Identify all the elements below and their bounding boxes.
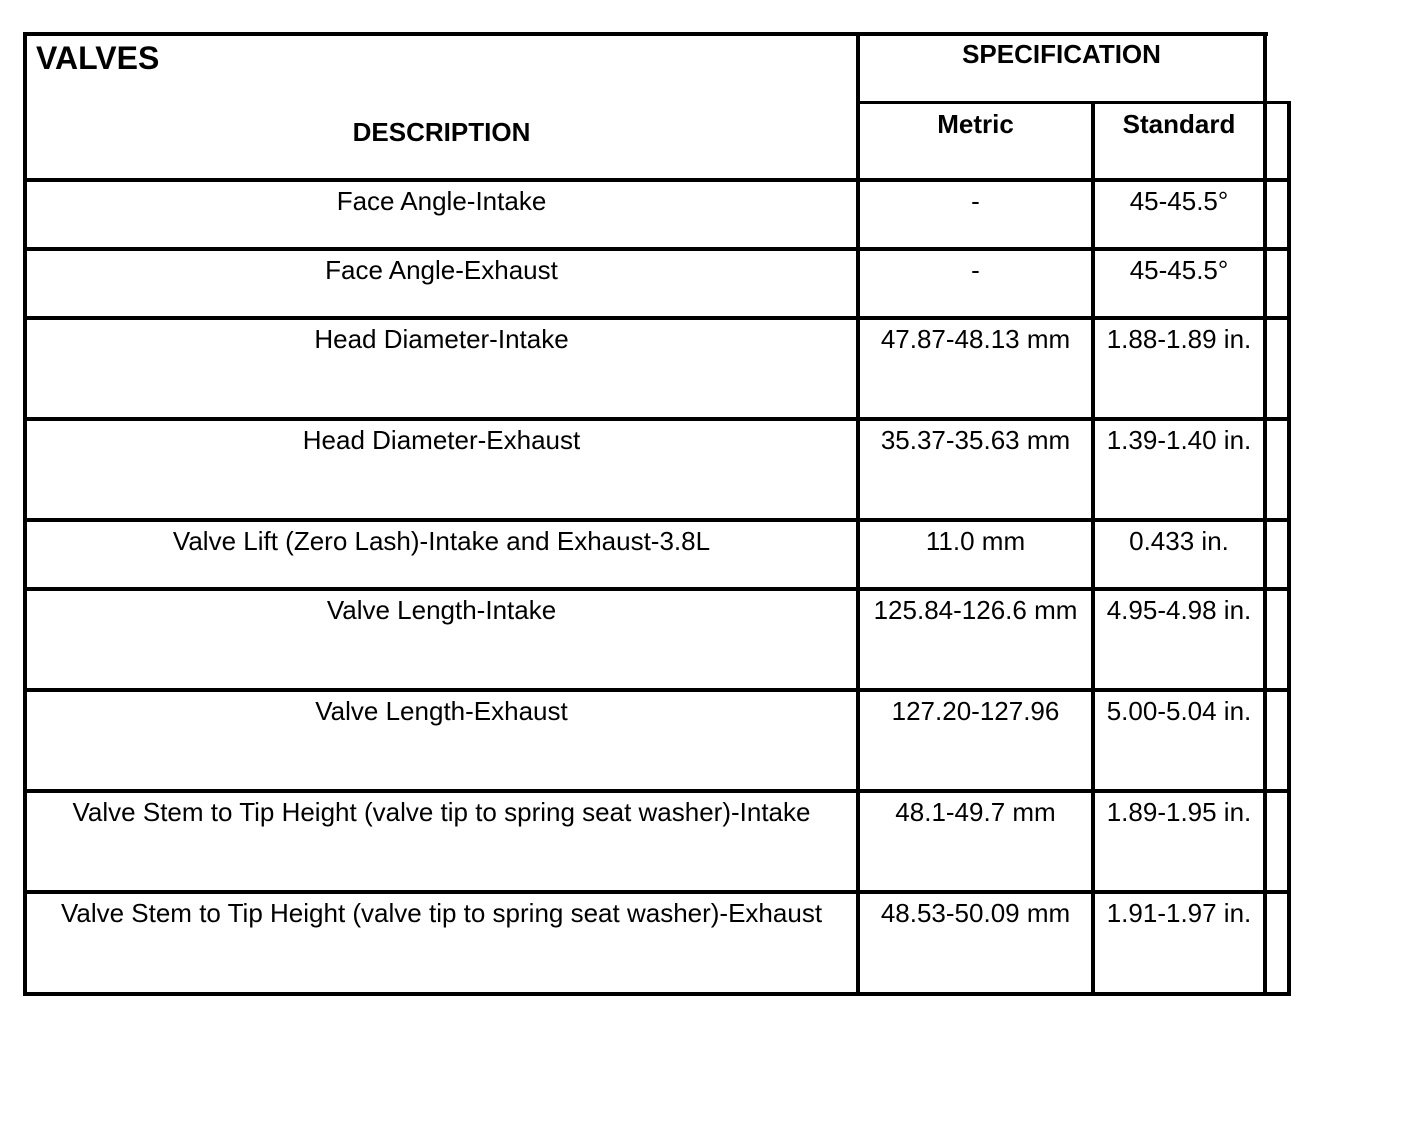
description-header: DESCRIPTION: [352, 117, 531, 147]
row-metric: 48.53-50.09 mm: [880, 898, 1071, 928]
row-sep: [23, 316, 1291, 320]
row-standard: 45-45.5°: [1129, 186, 1229, 216]
row-description: Valve Stem to Tip Height (valve tip to spring seat washer)-Intake: [72, 797, 811, 827]
row-standard: 1.89-1.95 in.: [1106, 797, 1252, 827]
standard-header: Standard: [1122, 109, 1236, 139]
row-standard: 1.39-1.40 in.: [1106, 425, 1252, 455]
row-metric: -: [971, 186, 980, 216]
row-description: Valve Length-Exhaust: [315, 696, 568, 726]
row-description: Valve Lift (Zero Lash)-Intake and Exhaust-3.8L: [172, 526, 711, 556]
spec-header: SPECIFICATION: [962, 39, 1161, 69]
row-sep: [23, 789, 1291, 793]
row-sep: [23, 417, 1291, 421]
spec-header-bottom: [856, 101, 1291, 104]
row-description: Valve Length-Intake: [326, 595, 557, 625]
table-title: VALVES: [36, 40, 160, 76]
row-metric: -: [971, 255, 980, 285]
row-sep: [23, 688, 1291, 692]
row-sep: [23, 178, 1291, 182]
divider-metric-standard: [1091, 101, 1095, 996]
row-metric: 47.87-48.13 mm: [880, 324, 1071, 354]
row-standard: 1.88-1.89 in.: [1106, 324, 1252, 354]
row-standard: 1.91-1.97 in.: [1106, 898, 1252, 928]
row-description: Head Diameter-Intake: [314, 324, 569, 354]
row-description: Head Diameter-Exhaust: [302, 425, 581, 455]
metric-header: Metric: [937, 109, 1014, 139]
row-standard: 4.95-4.98 in.: [1106, 595, 1252, 625]
row-sep: [23, 518, 1291, 522]
row-metric: 11.0 mm: [925, 526, 1026, 556]
row-description: Face Angle-Exhaust: [325, 255, 558, 285]
row-sep: [23, 587, 1291, 591]
divider-desc-metric: [856, 32, 860, 996]
border-top: [23, 32, 1268, 36]
row-sep: [23, 247, 1291, 251]
row-metric: 35.37-35.63 mm: [880, 425, 1071, 455]
row-standard: 0.433 in.: [1129, 526, 1229, 556]
border-left: [23, 32, 27, 996]
row-description: Valve Stem to Tip Height (valve tip to spring seat washer)-Exhaust: [60, 898, 823, 928]
row-metric: 48.1-49.7 mm: [895, 797, 1056, 827]
row-sep: [23, 890, 1291, 894]
spec-right-border: [1263, 32, 1267, 996]
outer-right-border: [1287, 101, 1291, 996]
row-standard: 45-45.5°: [1129, 255, 1229, 285]
row-metric: 125.84-126.6 mm: [873, 595, 1078, 625]
row-standard: 5.00-5.04 in.: [1106, 696, 1252, 726]
row-metric: 127.20-127.96: [891, 696, 1060, 726]
row-description: Face Angle-Intake: [336, 186, 547, 216]
border-bottom: [23, 992, 1291, 996]
